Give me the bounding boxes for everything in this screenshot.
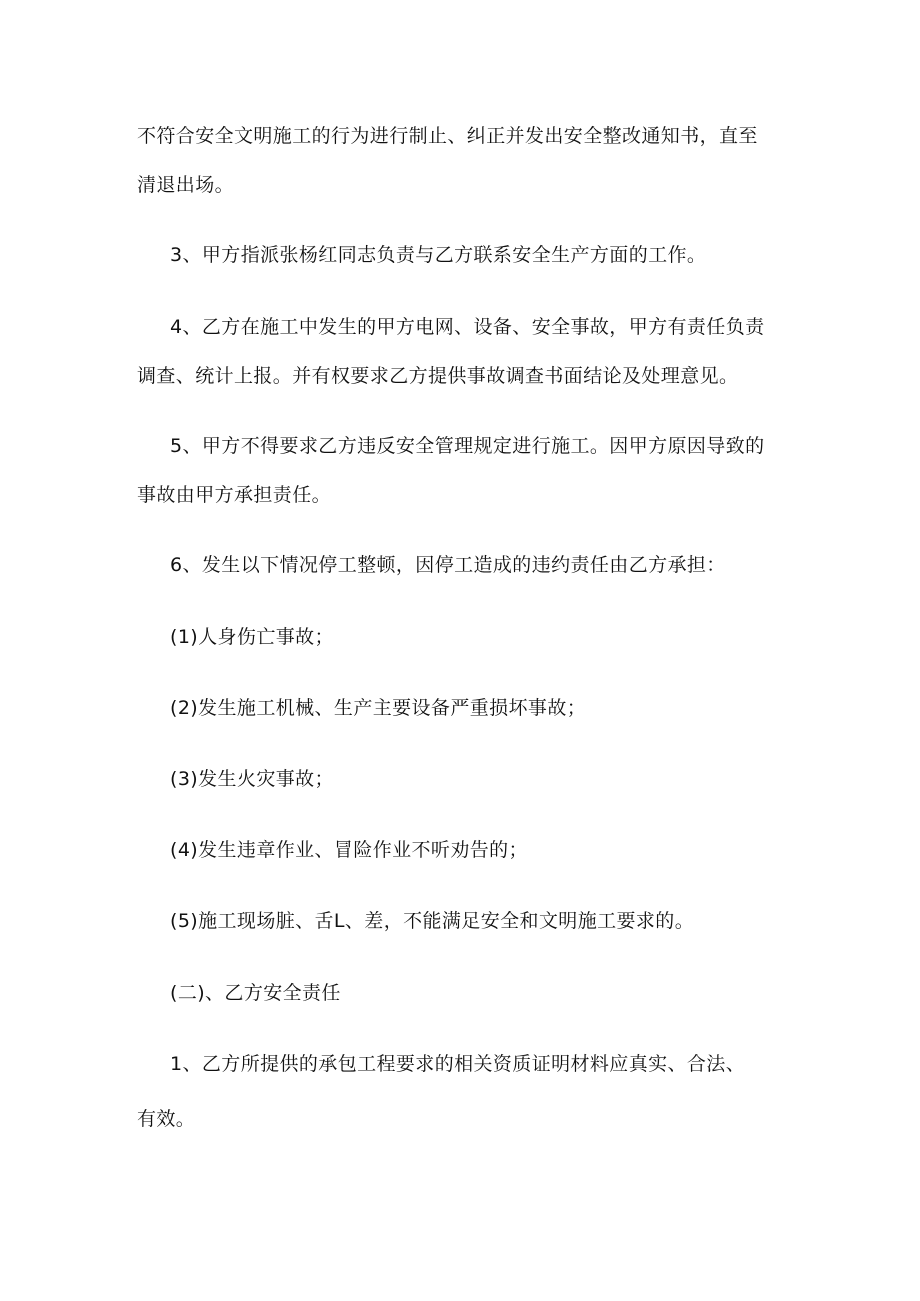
- clause-3: 3、甲方指派张杨红同志负责与乙方联系安全生产方面的工作。: [170, 244, 707, 266]
- clause-5-line-1: 5、甲方不得要求乙方违反安全管理规定进行施工。因甲方原因导致的: [170, 435, 765, 457]
- list-item-3: (3)发生火灾事故；: [170, 768, 334, 790]
- section-2-clause-1-line-2: 有效。: [137, 1108, 196, 1130]
- list-item-1: (1)人身伤亡事故；: [170, 626, 334, 648]
- list-item-2: (2)发生施工机械、生产主要设备严重损坏事故；: [170, 697, 587, 719]
- paragraph-line: 清退出场。: [137, 174, 235, 196]
- list-item-4: (4)发生违章作业、冒险作业不听劝告的；: [170, 839, 528, 861]
- clause-5-line-2: 事故由甲方承担责任。: [137, 484, 332, 506]
- section-heading: (二)、乙方安全责任: [170, 982, 341, 1004]
- paragraph-line: 不符合安全文明施工的行为进行制止、纠正并发出安全整改通知书，直至: [137, 125, 758, 147]
- list-item-5: (5)施工现场脏、舌L、差，不能满足安全和文明施工要求的。: [170, 910, 695, 932]
- clause-4-line-1: 4、乙方在施工中发生的甲方电网、设备、安全事故，甲方有责任负责: [170, 316, 765, 338]
- section-2-clause-1-line-1: 1、乙方所提供的承包工程要求的相关资质证明材料应真实、合法、: [170, 1053, 746, 1075]
- clause-4-line-2: 调查、统计上报。并有权要求乙方提供事故调查书面结论及处理意见。: [137, 365, 739, 387]
- clause-6: 6、发生以下情况停工整顿，因停工造成的违约责任由乙方承担：: [170, 554, 726, 576]
